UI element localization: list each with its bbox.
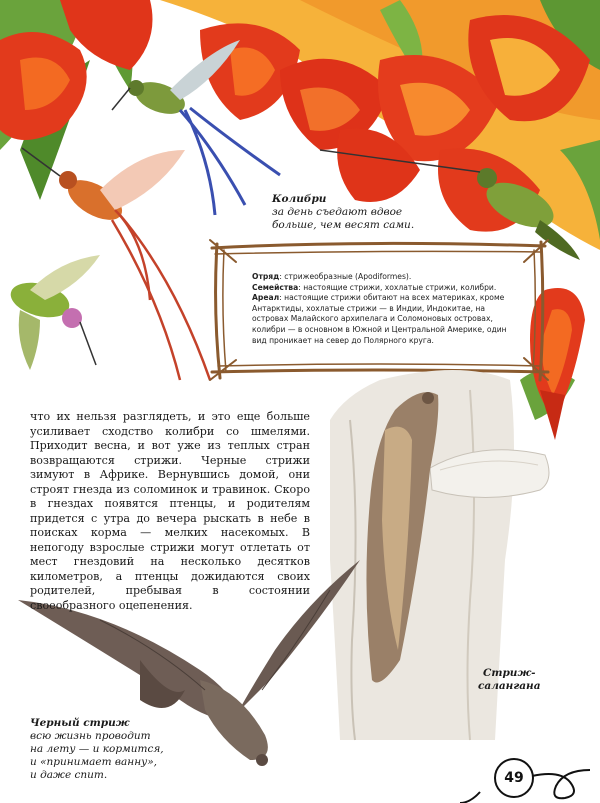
range-row: [252, 293, 520, 346]
order-row: [252, 272, 520, 283]
order-label: Отряд: [252, 272, 280, 281]
black-swift-caption-line: и даже спит.: [30, 769, 108, 781]
salangana-caption: [478, 667, 541, 693]
black-swift-caption-line: и «принимает ванну»,: [30, 756, 157, 768]
hummingbird-caption-line: больше, чем весят сами.: [272, 219, 415, 231]
taxonomy-infobox-text: [252, 272, 520, 346]
black-swift-caption: [30, 717, 164, 782]
black-swift-caption-line: на лету — и кормится,: [30, 743, 164, 755]
order-text: : стрижеобразные (Apodiformes).: [279, 272, 412, 281]
body-paragraph: что их нельзя разглядеть, и это еще больше усиливает сходство колибри со шмелями. Приходит весна, и вот уже из теплых стран возвращаются стрижи. Черные стрижи зимуют в Африке. Вернувшись домой, они строят гнезда из соломинок и травинок. Скоро в гнездах появятся птенцы, и родителям придется с утра до вечера рыскать в небе в поисках корма — мелких насекомых. В непогоду взрослые стрижи могут отлетать от мест гнездовий на несколько десятков километров, а птенцы дожидаются своих родителей, пребывая в состоянии своеобразного оцепенения.: [30, 410, 310, 612]
salangana-caption-line: салангана: [478, 680, 541, 692]
hummingbird-caption-title: Колибри: [272, 193, 327, 205]
page-number: 49: [494, 758, 534, 798]
families-row: [252, 283, 520, 294]
black-swift-caption-line: всю жизнь проводит: [30, 730, 151, 742]
families-label: Семейства: [252, 282, 299, 292]
families-text: : настоящие стрижи, хохлатые стрижи, колибри.: [298, 282, 497, 292]
hummingbird-caption-line: за день съедают вдвое: [272, 206, 403, 218]
hummingbird-caption: [272, 193, 414, 232]
black-swift-caption-title: Черный стриж: [30, 717, 130, 729]
body-text: [30, 410, 310, 613]
range-label: Ареал: [252, 293, 280, 303]
salangana-caption-line: Стриж-: [483, 667, 536, 679]
range-text: : настоящие стрижи обитают на всех материках, кроме Антарктиды, хохлатые стрижи — в Индии, Индокитае, на островах Малайского архипелага и Соломоновых островах, колибри — в основном в Южной и Центральной Америке, один вид проникает на север до Полярного круга.: [252, 293, 507, 345]
taxonomy-infobox: [222, 258, 534, 362]
